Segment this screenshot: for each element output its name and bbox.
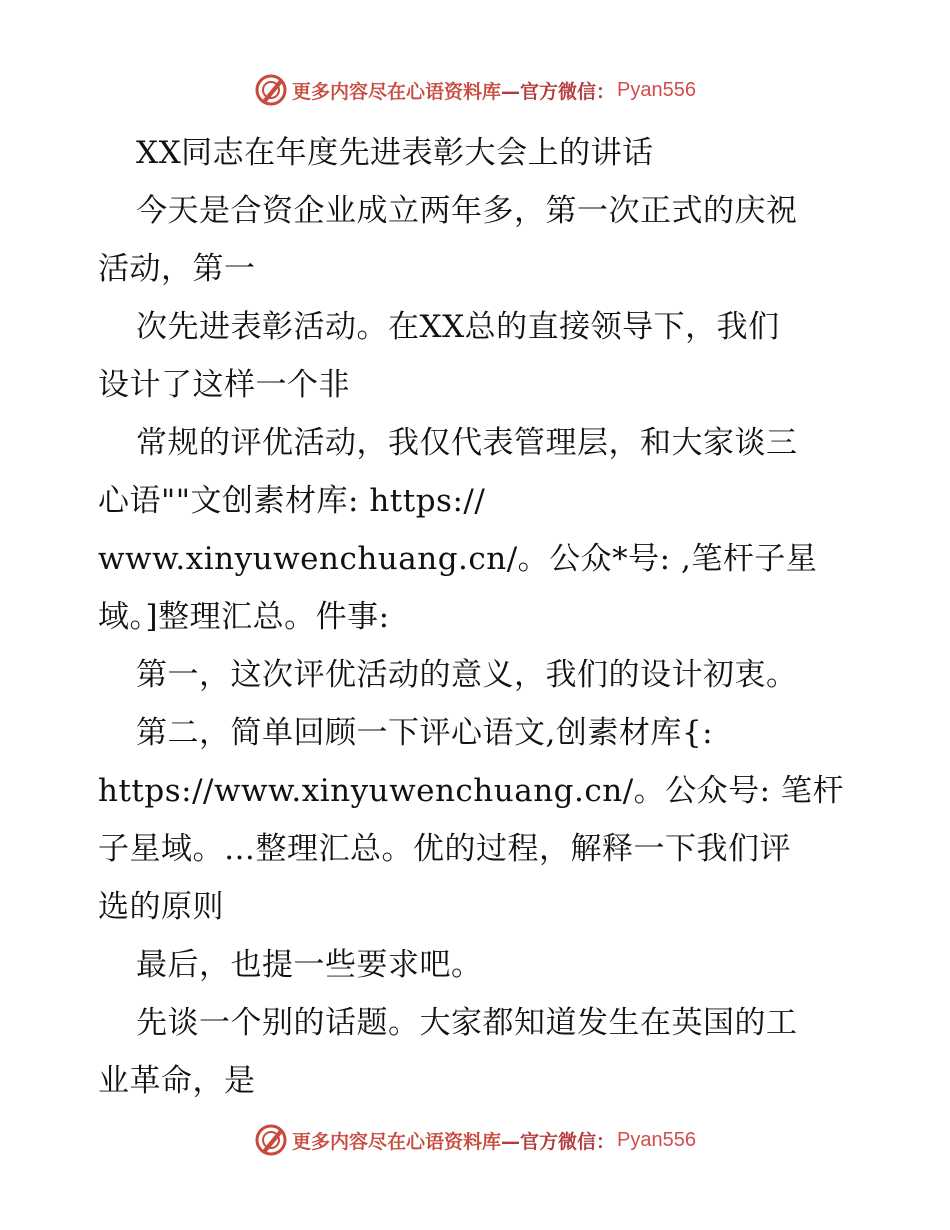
pen-logo-icon	[254, 1123, 288, 1157]
paragraph-line: 域。]整理汇总。件事:	[98, 599, 390, 635]
paragraph-line: 最后，也提一些要求吧。	[136, 947, 483, 983]
paragraph-line: 先谈一个别的话题。大家都知道发生在英国的工	[136, 1005, 798, 1041]
paragraph-line: https://www.xinyuwenchuang.cn/。公众号: 笔杆	[98, 773, 844, 809]
paragraph-line: 常规的评优活动，我仅代表管理层，和大家谈三	[136, 425, 798, 461]
pen-logo-icon	[254, 73, 288, 107]
paragraph-line: 业革命，是	[98, 1063, 256, 1099]
paragraph-line: 活动，第一	[98, 251, 256, 287]
paragraph-line: 今天是合资企业成立两年多，第一次正式的庆祝	[136, 193, 798, 229]
footer-banner-sub-text: —官方微信：	[501, 1130, 616, 1153]
paragraph-line: 设计了这样一个非	[98, 367, 350, 403]
header-banner-wechat-id: Pyan556	[617, 78, 696, 101]
footer-banner-main-text: 更多内容尽在心语资料库	[292, 1130, 502, 1153]
paragraph-line: 次先进表彰活动。在XX总的直接领导下，我们	[136, 309, 780, 345]
header-banner-main-text: 更多内容尽在心语资料库	[292, 80, 502, 103]
header-banner-sub-text: —官方微信：	[501, 80, 616, 103]
paragraph-line: 心语""文创素材库: https://	[98, 483, 486, 519]
paragraph-line: www.xinyuwenchuang.cn/。公众*号: ,笔杆子星	[98, 541, 818, 577]
paragraph-line: 第一，这次评优活动的意义，我们的设计初衷。	[136, 657, 798, 693]
footer-banner-wechat-id: Pyan556	[617, 1128, 696, 1151]
document-title: XX同志在年度先进表彰大会上的讲话	[136, 135, 654, 171]
paragraph-line: 子星域。…整理汇总。优的过程，解释一下我们评	[98, 831, 791, 867]
footer-banner	[0, 1120, 950, 1160]
document-body	[98, 124, 868, 1110]
paragraph-line: 选的原则	[98, 889, 224, 925]
paragraph-line: 第二，简单回顾一下评心语文,创素材库{:	[136, 715, 714, 751]
header-banner	[0, 70, 950, 110]
